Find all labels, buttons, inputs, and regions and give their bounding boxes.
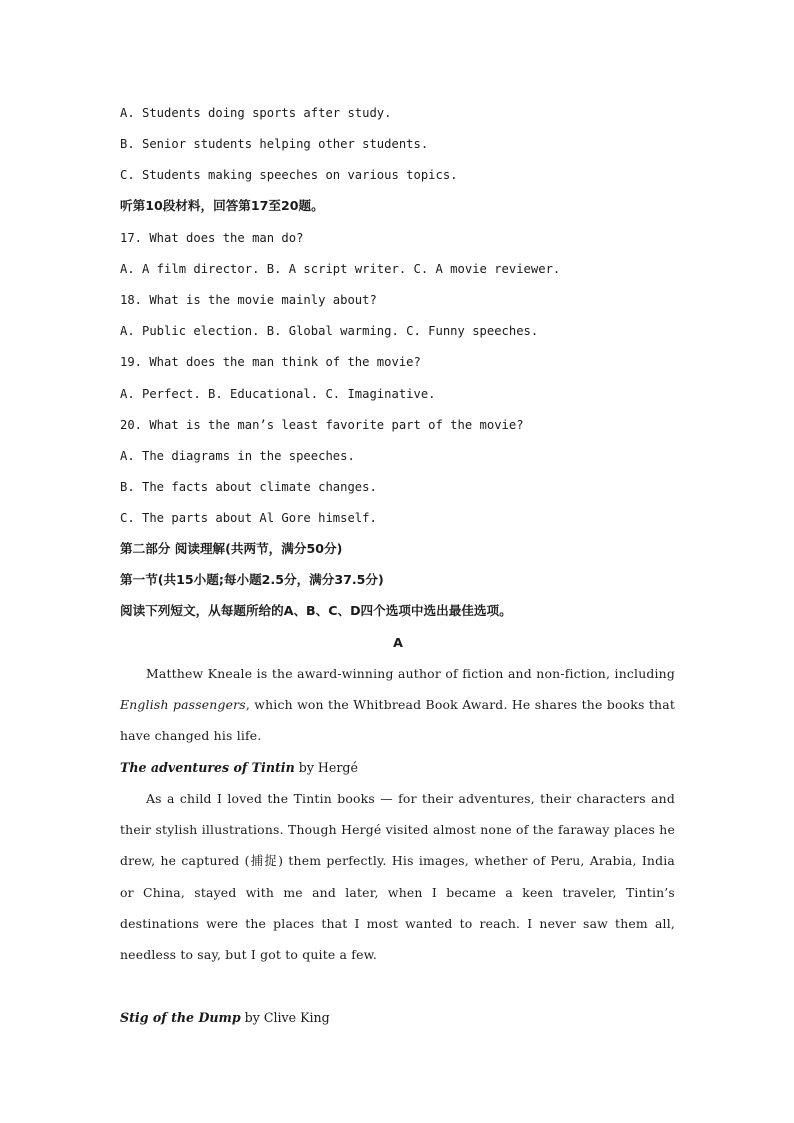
- option-a: A. Students doing sports after study.: [120, 106, 392, 120]
- reading-instructions: 阅读下列短文，从每题所给的A、B、C、D四个选项中选出最佳选项。: [120, 603, 512, 618]
- tintin-paragraph: [120, 783, 675, 970]
- passage-label: A: [393, 635, 403, 650]
- question-19: 19. What does the man think of the movie?: [120, 355, 421, 369]
- question-18: 18. What is the movie mainly about?: [120, 293, 377, 307]
- tintin-text: As a child I loved the Tintin books — for their adventures, their characters and their stylish illustrations. Though Hergé visited almost none of the faraway places he drew, he captured (捕捉) them perfectly. His images, whether of Peru, Arabia, India or China, stayed with me and later, when I became a keen traveler, Tintin’s destinations were the places that I most wanted to reach. I never saw them all, needless to say, but I got to quite a few.: [120, 791, 675, 963]
- intro-book-title: English passengers: [120, 697, 246, 713]
- question-20-option-b: B. The facts about climate changes.: [120, 480, 377, 494]
- question-20-option-c: C. The parts about Al Gore himself.: [120, 511, 377, 525]
- option-c: C. Students making speeches on various topics.: [120, 168, 458, 182]
- question-17: 17. What does the man do?: [120, 231, 304, 245]
- question-18-options: A. Public election. B. Global warming. C. Funny speeches.: [120, 324, 539, 338]
- part-two-heading: 第二部分 阅读理解(共两节，满分50分): [120, 541, 343, 556]
- book-heading-tintin: [120, 760, 358, 776]
- book-heading-stig: [120, 1010, 330, 1026]
- book-title-stig: Stig of the Dump: [120, 1010, 241, 1025]
- passage-intro: [120, 658, 675, 752]
- option-b: B. Senior students helping other students.: [120, 137, 429, 151]
- book-author-tintin: by Hergé: [294, 760, 358, 775]
- book-author-stig: by Clive King: [240, 1010, 330, 1025]
- book-title-tintin: The adventures of Tintin: [120, 760, 295, 775]
- question-17-options: A. A film director. B. A script writer. C. A movie reviewer.: [120, 262, 561, 276]
- question-20: 20. What is the man’s least favorite part of the movie?: [120, 418, 524, 432]
- intro-text-end: , which won the Whitbread Book Award. He shares the books that have changed his life.: [120, 697, 675, 744]
- question-20-option-a: A. The diagrams in the speeches.: [120, 449, 355, 463]
- section-heading-10: 听第10段材料，回答第17至20题。: [120, 198, 324, 213]
- question-19-options: A. Perfect. B. Educational. C. Imaginative.: [120, 387, 436, 401]
- section-one-heading: 第一节(共15小题;每小题2.5分，满分37.5分): [120, 572, 384, 587]
- intro-text-start: Matthew Kneale is the award-winning author of fiction and non-fiction, including: [146, 666, 675, 681]
